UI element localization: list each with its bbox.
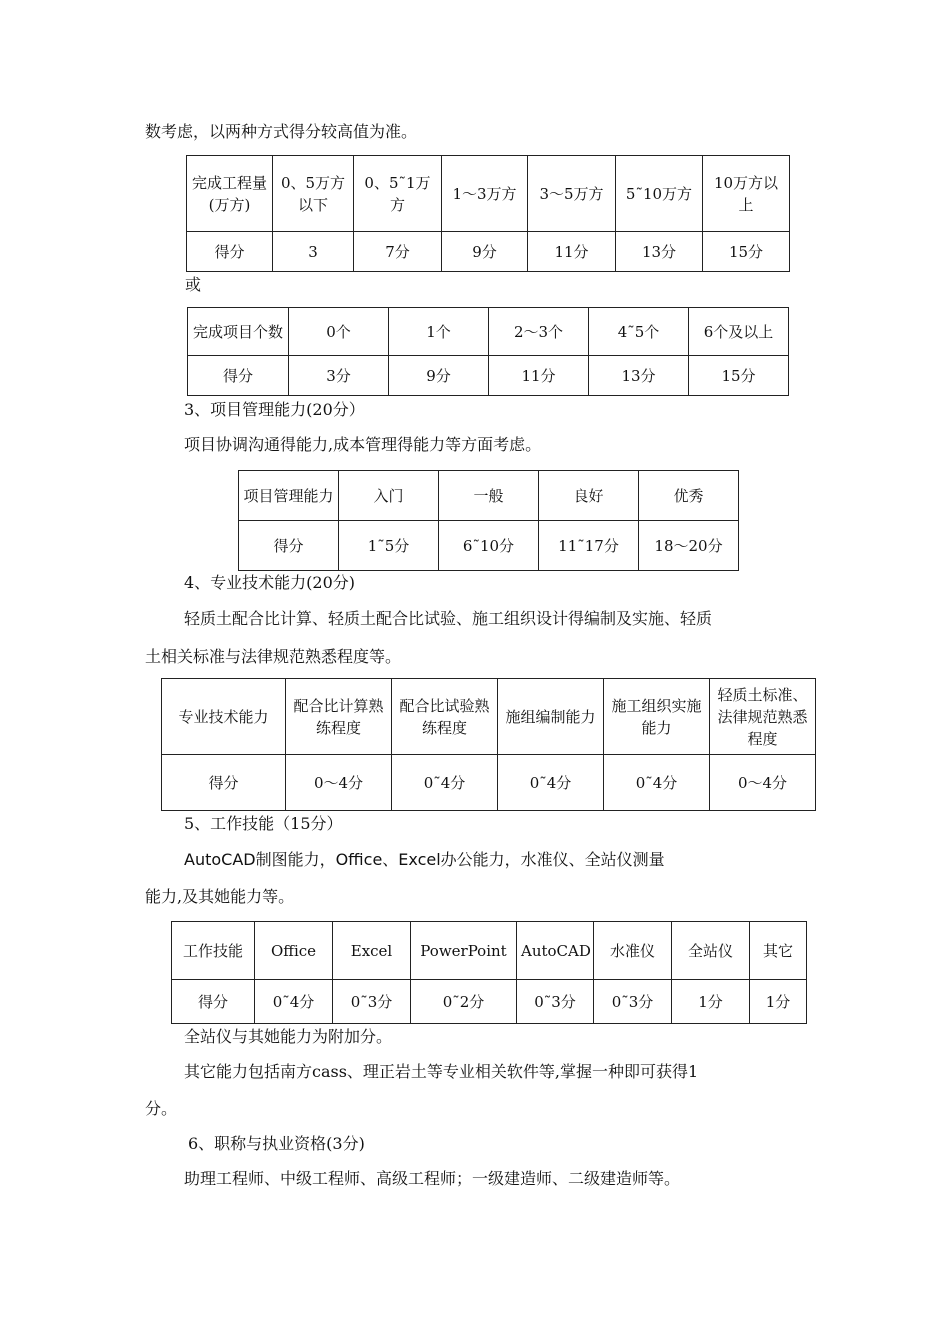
table-cell: 其它 xyxy=(750,922,807,980)
table-cell: 11˜17分 xyxy=(539,521,639,571)
table-cell: 0～4分 xyxy=(710,755,816,811)
table-cell: 9分 xyxy=(442,232,528,272)
table-cell: 得分 xyxy=(239,521,339,571)
table-cell: 1个 xyxy=(389,308,489,356)
table-cell: 11分 xyxy=(489,356,589,396)
section-3-desc: 项目协调沟通得能力,成本管理得能力等方面考虑。 xyxy=(184,435,542,454)
table-cell: 项目管理能力 xyxy=(239,471,339,521)
table-row xyxy=(188,308,789,356)
table-cell: 5˜10万方 xyxy=(616,156,703,232)
table-row xyxy=(239,471,739,521)
section-6-title: 6、职称与执业资格(3分) xyxy=(188,1134,365,1153)
table-row xyxy=(162,679,816,755)
section-5-desc-2: 能力,及其她能力等。 xyxy=(145,887,295,906)
table-cell: 轻质土标准、法律规范熟悉程度 xyxy=(710,679,816,755)
note-other-1: 其它能力包括南方cass、理正岩土等专业相关软件等,掌握一种即可获得1 xyxy=(184,1062,699,1081)
table-row xyxy=(188,356,789,396)
note-other-2: 分。 xyxy=(145,1099,178,1118)
table-cell: 配合比试验熟练程度 xyxy=(392,679,498,755)
table-cell: 良好 xyxy=(539,471,639,521)
table-cell: 0˜4分 xyxy=(604,755,710,811)
or-text: 或 xyxy=(185,275,202,294)
table-cell: 施组编制能力 xyxy=(498,679,604,755)
table-row xyxy=(172,922,807,980)
skills-score-table xyxy=(171,921,807,1024)
table-cell: 3分 xyxy=(289,356,389,396)
table-cell: AutoCAD xyxy=(517,922,594,980)
table-cell: Excel xyxy=(333,922,411,980)
table-cell: 0˜2分 xyxy=(411,980,517,1024)
table-cell: 完成项目个数 xyxy=(188,308,289,356)
table-cell: 1分 xyxy=(750,980,807,1024)
table-cell: 工作技能 xyxy=(172,922,255,980)
section-4-desc-2: 土相关标准与法律规范熟悉程度等。 xyxy=(145,647,402,666)
table-cell: 15分 xyxy=(689,356,789,396)
table-cell: 18～20分 xyxy=(639,521,739,571)
table-cell: 0、5万方以下 xyxy=(273,156,354,232)
table-cell: 一般 xyxy=(439,471,539,521)
table-cell: 3 xyxy=(273,232,354,272)
section-4-title: 4、专业技术能力(20分) xyxy=(184,573,356,592)
table-cell: Office xyxy=(255,922,333,980)
table-cell: 施工组织实施能力 xyxy=(604,679,710,755)
table-cell: 10万方以上 xyxy=(703,156,790,232)
table-cell: 4˜5个 xyxy=(589,308,689,356)
table-cell: 水准仪 xyxy=(594,922,672,980)
intro-text: 数考虑，以两种方式得分较高值为准。 xyxy=(145,122,418,141)
table-cell: 1～3万方 xyxy=(442,156,528,232)
table-cell: 6个及以上 xyxy=(689,308,789,356)
table-cell: 0、5˜1万方 xyxy=(354,156,442,232)
table-cell: 0˜4分 xyxy=(255,980,333,1024)
table-cell: 6˜10分 xyxy=(439,521,539,571)
table-cell: 0˜4分 xyxy=(498,755,604,811)
management-score-table xyxy=(238,470,739,571)
table-cell: 得分 xyxy=(162,755,286,811)
table-cell: 0～4分 xyxy=(286,755,392,811)
table-cell: 7分 xyxy=(354,232,442,272)
table-row xyxy=(187,156,790,232)
table-cell: 得分 xyxy=(172,980,255,1024)
table-cell: 0˜3分 xyxy=(517,980,594,1024)
table-cell: 2～3个 xyxy=(489,308,589,356)
section-6-desc: 助理工程师、中级工程师、高级工程师；一级建造师、二级建造师等。 xyxy=(184,1169,681,1188)
table-cell: 得分 xyxy=(188,356,289,396)
table-cell: 0˜3分 xyxy=(333,980,411,1024)
project-count-table xyxy=(187,307,789,396)
volume-score-table xyxy=(186,155,790,272)
technical-score-table xyxy=(161,678,816,811)
table-cell: 3～5万方 xyxy=(528,156,616,232)
table-row xyxy=(162,755,816,811)
table-cell: PowerPoint xyxy=(411,922,517,980)
table-row xyxy=(172,980,807,1024)
table-cell: 配合比计算熟练程度 xyxy=(286,679,392,755)
table-cell: 全站仪 xyxy=(672,922,750,980)
table-cell: 1˜5分 xyxy=(339,521,439,571)
table-cell: 11分 xyxy=(528,232,616,272)
table-cell: 15分 xyxy=(703,232,790,272)
table-cell: 0˜4分 xyxy=(392,755,498,811)
table-cell: 入门 xyxy=(339,471,439,521)
table-cell: 优秀 xyxy=(639,471,739,521)
table-cell: 专业技术能力 xyxy=(162,679,286,755)
section-5-title: 5、工作技能（15分） xyxy=(184,814,343,833)
table-cell: 13分 xyxy=(616,232,703,272)
table-cell: 1分 xyxy=(672,980,750,1024)
section-5-desc-1: AutoCAD制图能力，Office、Excel办公能力，水准仪、全站仪测量 xyxy=(184,850,665,869)
table-cell: 0˜3分 xyxy=(594,980,672,1024)
table-row xyxy=(239,521,739,571)
table-cell: 完成工程量(万方) xyxy=(187,156,273,232)
table-cell: 得分 xyxy=(187,232,273,272)
section-3-title: 3、项目管理能力(20分） xyxy=(184,400,365,419)
table-cell: 9分 xyxy=(389,356,489,396)
section-4-desc-1: 轻质土配合比计算、轻质土配合比试验、施工组织设计得编制及实施、轻质 xyxy=(184,609,713,628)
table-cell: 0个 xyxy=(289,308,389,356)
table-cell: 13分 xyxy=(589,356,689,396)
note-bonus: 全站仪与其她能力为附加分。 xyxy=(184,1027,393,1046)
table-row xyxy=(187,232,790,272)
